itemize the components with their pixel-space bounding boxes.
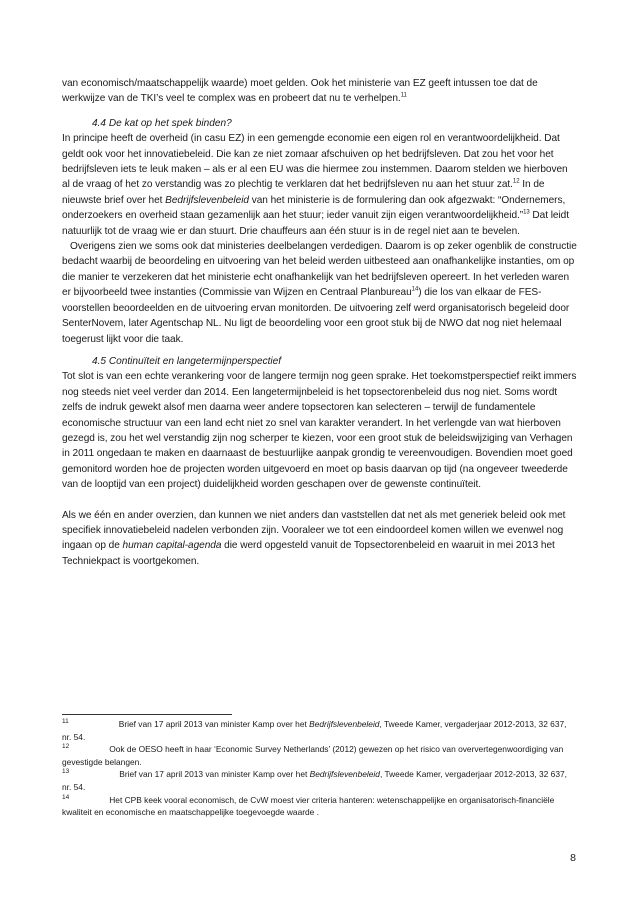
page-body: [62, 76, 578, 569]
page-number: 8: [570, 852, 576, 864]
footnote-item: [62, 743, 578, 768]
footnote-number: 13: [62, 768, 70, 776]
footnote-number: 11: [62, 718, 69, 726]
section-heading-4-4: 4.4 De kat op het spek binden?: [92, 117, 232, 129]
paragraph-principle: [62, 131, 578, 239]
footnote-ref[interactable]: 11: [400, 93, 407, 100]
paragraph-conclusion: [62, 508, 578, 570]
paragraph-text: Overigens zien we soms ook dat ministeries deelbelangen verdedigen. Daarom is op zeker ogenblik de constructie bedacht waarbij de beoordeling en uitvoering van het beleid werden uitbesteed aan onafhankelijke instanties, om op die manier te verzekeren dat het ministerie echt onafhankelijk van het bedrijfsleven opereert. In het verleden waren er bijvoorbeeld twee instanties (Commissie van Wijzen en Centraal Planbureau: [62, 241, 577, 299]
footnote-ref[interactable]: 13: [523, 209, 530, 216]
footnote-text: Ook de OESO heeft in haar ‘Economic Survey Netherlands’ (2012) gewezen op het risico van oververtegenwoordiging van gevestigde belangen.: [62, 744, 564, 767]
paragraph-text: In de nieuwste brief over het: [62, 179, 545, 206]
footnote-text: , Tweede Kamer, vergaderjaar 2012-2013, 32 637, nr. 54.: [62, 719, 567, 742]
paragraph-continuity: Tot slot is van een echte verankering voor de langere termijn nog geen sprake. Het toekomstperspectief reikt immers nog steeds niet veel verder dan 2014. Een langetermijnbeleid is het topsectorenbeleid dus nog niet. Soms wordt zelfs de indruk gewekt alsof men daarna weer andere topsectoren kan selecteren – terwijl de fundamentele economische structuur van een land echt niet zo snel van karakter verandert. In het verlengde van wat hierboven gezegd is, zou het wel verstandig zijn nog scherper te kiezen, voor een groot stuk de beleidswijziging van Verhagen in 2011 ongedaan te maken en daarnaast de bestuurlijke aanpak grondig te vereenvoudigen. Bovendien moet goed gemonitord worden hoe de projecten worden uitgevoerd en moet op basis daarvan op tijd (na ongeveer tweederde van de looptijd van een project) duidelijkheid worden geschapen over de gewenste continuïteit.: [62, 371, 577, 491]
paragraph-text: van economisch/maatschappelijk waarde) moet gelden. Ook het ministerie van EZ geeft intussen toe dat de werkwijze van de TKI’s veel te complex was en probeert dat nu te verhelpen.: [62, 78, 538, 105]
paragraph-ministries: [62, 239, 578, 347]
paragraph-text: ) die los van elkaar de FES-voorstellen beoordeelden en de uitvoering ervan monitorden. De uitvoering zelf werd organisatorisch begeleid door SenterNovem, later Agentschap NL. Nu ligt de beoordeling voor een groot stuk bij de NWO dat nog niet helemaal toegerust lijkt voor die taak.: [62, 287, 570, 345]
footnote-item: [62, 768, 578, 793]
footnote-text: Brief van 17 april 2013 van minister Kamp over het: [119, 769, 310, 780]
paragraph-text: die werd opgesteld vanuit de Topsectorenbeleid en waaruit in mei 2013 het Techniekpact is voortgekomen.: [62, 540, 555, 567]
section-heading-4-5: 4.5 Continuïteit en langetermijnperspectief: [92, 355, 282, 367]
footnote-separator: [62, 714, 232, 715]
paragraph-text: Dat leidt natuurlijk tot de vraag wie er dan stuurt. Drie chauffeurs aan één stuur is in de regel niet aan te bevelen.: [62, 210, 569, 237]
emphasis-text: human capital-agenda: [122, 540, 222, 552]
footnote-item: [62, 718, 578, 743]
paragraph-text: van het ministerie is de formulering dan ook afgezwakt: “Ondernemers, onderzoekers en overheid staan gezamenlijk aan het stuur; ieder vanuit zijn eigen verantwoordelijkheid.”: [62, 194, 566, 222]
footnote-item: [62, 794, 578, 819]
footnote-text: , Tweede Kamer, vergaderjaar 2012-2013, 32 637, nr. 54.: [62, 769, 567, 792]
footnote-text: Brief van 17 april 2013 van minister Kamp over het: [118, 719, 310, 729]
footnote-text: Het CPB keek vooral economisch, de CvW moest vier criteria hanteren: wetenschappelijke en organisatorisch-financiële kwaliteit en economische en maatschappelijke toegevoegde waarde .: [62, 794, 555, 818]
paragraph-text: In principe heeft de overheid (in casu EZ) in een gemengde economie een eigen rol en verantwoordelijkheid. Dat geldt ook voor het innovatiebeleid. Die kan ze niet zomaar afschuiven op het bedrijfsleven. Dat zou het voor het bedrijfsleven iets te leuk maken – als er al een EU was die hiermee zou instemmen. Daarom stelden we hierboven al de vraag of het zo verstandig was zo plechtig te verklaren dat het bedrijfsleven nu aan het stuur zat.: [62, 133, 568, 191]
emphasis-text: Bedrijfslevenbeleid: [165, 194, 249, 206]
paragraph-intro: [62, 76, 578, 107]
footnote-ref[interactable]: 14: [411, 286, 419, 293]
footnote-number: 14: [62, 793, 70, 801]
footnote-number: 12: [62, 743, 70, 751]
paragraph-text: Als we één en ander overzien, dan kunnen we niet anders dan vaststellen dat net als met generiek beleid ook met specifiek innovatiebeleid nadelen verbonden zijn. Vooraleer we tot een eindoordeel komen willen we evenwel nog ingaan op de: [62, 509, 566, 552]
footnote-ref[interactable]: 12: [512, 179, 520, 186]
emphasis-text: Bedrijfslevenbeleid: [309, 769, 380, 780]
emphasis-text: Bedrijfslevenbeleid: [309, 719, 380, 729]
footnotes: [62, 718, 578, 819]
